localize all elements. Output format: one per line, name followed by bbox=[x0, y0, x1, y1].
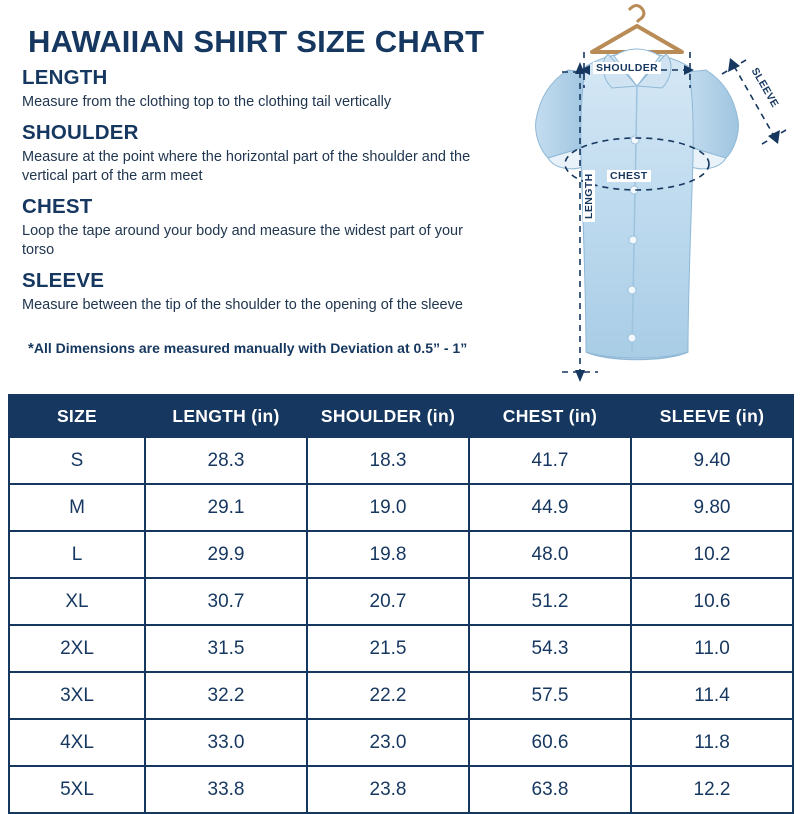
cell-size: 4XL bbox=[9, 719, 145, 766]
cell-chest: 57.5 bbox=[469, 672, 631, 719]
cell-length: 28.3 bbox=[145, 437, 307, 484]
shirt-button bbox=[629, 236, 637, 244]
column-header-chest: CHEST (in) bbox=[469, 395, 631, 437]
cell-sleeve: 10.6 bbox=[631, 578, 793, 625]
instruction-heading-shoulder: SHOULDER bbox=[22, 120, 139, 144]
cell-length: 33.8 bbox=[145, 766, 307, 813]
cell-shoulder: 23.0 bbox=[307, 719, 469, 766]
column-header-shoulder: SHOULDER (in) bbox=[307, 395, 469, 437]
cell-length: 32.2 bbox=[145, 672, 307, 719]
asterisk-icon: * bbox=[28, 340, 34, 357]
column-header-length: LENGTH (in) bbox=[145, 395, 307, 437]
table-row bbox=[9, 578, 793, 625]
sleeve-dimension-label: SLEEVE bbox=[748, 65, 781, 110]
instruction-body-shoulder: Measure at the point where the horizontal part of the shoulder and the vertical part of the arm meet bbox=[22, 148, 471, 185]
size-table bbox=[8, 394, 794, 814]
shirt-button bbox=[631, 136, 639, 144]
cell-sleeve: 11.4 bbox=[631, 672, 793, 719]
cell-sleeve: 11.0 bbox=[631, 625, 793, 672]
cell-chest: 48.0 bbox=[469, 531, 631, 578]
instruction-body-length: Measure from the clothing top to the clothing tail vertically bbox=[22, 94, 392, 110]
cell-sleeve: 10.2 bbox=[631, 531, 793, 578]
page-title: HAWAIIAN SHIRT SIZE CHART bbox=[28, 24, 485, 59]
instruction-body-chest: Loop the tape around your body and measure the widest part of your torso bbox=[22, 222, 463, 259]
cell-chest: 41.7 bbox=[469, 437, 631, 484]
shoulder-dimension-label: SHOULDER bbox=[593, 62, 661, 74]
cell-chest: 51.2 bbox=[469, 578, 631, 625]
table-row bbox=[9, 437, 793, 484]
table-row bbox=[9, 625, 793, 672]
cell-shoulder: 22.2 bbox=[307, 672, 469, 719]
cell-sleeve: 12.2 bbox=[631, 766, 793, 813]
table-row bbox=[9, 484, 793, 531]
cell-size: 5XL bbox=[9, 766, 145, 813]
cell-shoulder: 21.5 bbox=[307, 625, 469, 672]
hanger-icon bbox=[592, 6, 682, 53]
cell-chest: 60.6 bbox=[469, 719, 631, 766]
cell-sleeve: 11.8 bbox=[631, 719, 793, 766]
shirt-button bbox=[628, 286, 636, 294]
table-row bbox=[9, 719, 793, 766]
instruction-body-sleeve: Measure between the tip of the shoulder to the opening of the sleeve bbox=[22, 296, 463, 313]
table-row bbox=[9, 766, 793, 813]
chest-dimension-label: CHEST bbox=[607, 170, 651, 182]
measurement-instructions bbox=[22, 66, 492, 315]
cell-sleeve: 9.40 bbox=[631, 437, 793, 484]
shirt-illustration bbox=[496, 0, 800, 390]
cell-size: S bbox=[9, 437, 145, 484]
cell-shoulder: 19.8 bbox=[307, 531, 469, 578]
cell-shoulder: 20.7 bbox=[307, 578, 469, 625]
cell-length: 30.7 bbox=[145, 578, 307, 625]
sleeve-arrow-bottom bbox=[768, 130, 780, 144]
cell-size: M bbox=[9, 484, 145, 531]
shirt-right-sleeve bbox=[686, 70, 738, 158]
shirt-button bbox=[628, 334, 636, 342]
table-header-row bbox=[9, 395, 793, 437]
cell-shoulder: 18.3 bbox=[307, 437, 469, 484]
cell-shoulder: 19.0 bbox=[307, 484, 469, 531]
cell-chest: 44.9 bbox=[469, 484, 631, 531]
table-row bbox=[9, 672, 793, 719]
instruction-heading-sleeve: SLEEVE bbox=[22, 268, 105, 292]
cell-size: 3XL bbox=[9, 672, 145, 719]
sleeve-arrow-top bbox=[728, 58, 740, 72]
cell-length: 31.5 bbox=[145, 625, 307, 672]
cell-length: 33.0 bbox=[145, 719, 307, 766]
instruction-heading-length: LENGTH bbox=[22, 66, 108, 89]
cell-length: 29.1 bbox=[145, 484, 307, 531]
shirt-diagram bbox=[496, 0, 800, 390]
deviation-note-text: All Dimensions are measured manually with Deviation at 0.5” - 1” bbox=[33, 340, 468, 356]
column-header-sleeve: SLEEVE (in) bbox=[631, 395, 793, 437]
length-dimension-label: LENGTH bbox=[583, 170, 595, 222]
cell-shoulder: 23.8 bbox=[307, 766, 469, 813]
cell-sleeve: 9.80 bbox=[631, 484, 793, 531]
deviation-note bbox=[28, 340, 467, 357]
cell-size: XL bbox=[9, 578, 145, 625]
instruction-heading-chest: CHEST bbox=[22, 194, 93, 218]
cell-chest: 54.3 bbox=[469, 625, 631, 672]
column-header-size: SIZE bbox=[9, 395, 145, 437]
cell-size: L bbox=[9, 531, 145, 578]
table-row bbox=[9, 531, 793, 578]
cell-size: 2XL bbox=[9, 625, 145, 672]
length-arrow-bottom bbox=[575, 370, 585, 382]
cell-length: 29.9 bbox=[145, 531, 307, 578]
cell-chest: 63.8 bbox=[469, 766, 631, 813]
